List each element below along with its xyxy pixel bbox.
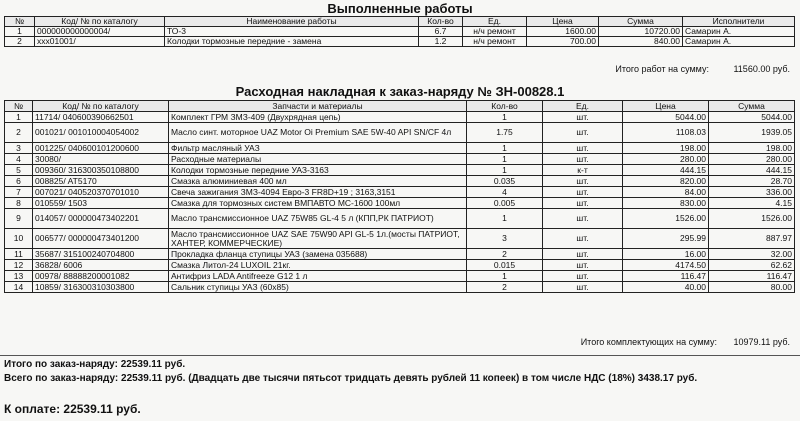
table-cell: 700.00	[527, 37, 599, 47]
table-cell: н/ч ремонт	[463, 27, 527, 37]
table-cell: шт.	[543, 271, 623, 282]
table-cell: Смазка алюминиевая 400 мл	[169, 176, 467, 187]
table-cell: 116.47	[709, 271, 795, 282]
parts-col-name: Запчасти и материалы	[169, 101, 467, 112]
table-cell: 14	[5, 282, 33, 293]
works-col-qty: Кол-во	[419, 17, 463, 27]
table-cell: н/ч ремонт	[463, 37, 527, 47]
parts-col-num: №	[5, 101, 33, 112]
table-row	[5, 123, 795, 143]
parts-col-unit: Ед.	[543, 101, 623, 112]
table-cell: Смазка для тормозных систем ВМПАВТО МС-1600 100мл	[169, 198, 467, 209]
table-cell: Масло трансмиссионное UAZ SAE 75W90 API GL-5 1л.(мосты ПАТРИОТ, ХАНТЕР, КОММЕРЧЕСКИЕ)	[169, 229, 467, 249]
table-cell: 1.2	[419, 37, 463, 47]
table-cell: шт.	[543, 187, 623, 198]
parts-col-code: Код/ № по каталогу	[33, 101, 169, 112]
table-cell: 00978/ 88888200001082	[33, 271, 169, 282]
works-col-code: Код/ № по каталогу	[35, 17, 165, 27]
works-col-num: №	[5, 17, 35, 27]
amount-to-pay: К оплате: 22539.11 руб.	[4, 402, 141, 416]
works-total-value: 11560.00 руб.	[733, 64, 790, 74]
table-cell: 13	[5, 271, 33, 282]
works-total	[0, 64, 790, 74]
table-cell: 2	[5, 37, 35, 47]
table-cell: Масло синт. моторное UAZ Motor Oi Premium SAE 5W-40 API SN/CF 4л	[169, 123, 467, 143]
table-row	[5, 260, 795, 271]
table-cell: ТО-3	[165, 27, 419, 37]
table-cell: 1	[5, 112, 33, 123]
table-cell: Самарин А.	[683, 27, 795, 37]
table-cell: 198.00	[709, 143, 795, 154]
table-cell: 84.00	[623, 187, 709, 198]
works-total-label: Итого работ на сумму:	[615, 64, 709, 74]
works-col-executor: Исполнители	[683, 17, 795, 27]
parts-total-value: 10979.11 руб.	[733, 337, 790, 347]
table-cell: шт.	[543, 176, 623, 187]
table-cell: 0.035	[467, 176, 543, 187]
table-cell: 35687/ 315100240704800	[33, 249, 169, 260]
table-cell: 1	[5, 27, 35, 37]
table-cell: 6	[5, 176, 33, 187]
table-cell: 6.7	[419, 27, 463, 37]
table-cell: 4174.50	[623, 260, 709, 271]
table-cell: 010559/ 1503	[33, 198, 169, 209]
table-cell: 444.15	[623, 165, 709, 176]
table-row	[5, 154, 795, 165]
table-cell: 80.00	[709, 282, 795, 293]
table-row	[5, 112, 795, 123]
table-cell: 008825/ AT5170	[33, 176, 169, 187]
works-col-unit: Ед.	[463, 17, 527, 27]
table-cell: шт.	[543, 209, 623, 229]
table-cell: 36828/ 6006	[33, 260, 169, 271]
table-cell: 4.15	[709, 198, 795, 209]
table-cell: Фильтр масляный УАЗ	[169, 143, 467, 154]
table-cell: 001225/ 040600101200600	[33, 143, 169, 154]
table-cell: Смазка Литол-24 LUXOIL 21кг.	[169, 260, 467, 271]
table-cell: 2	[467, 282, 543, 293]
table-cell: 840.00	[599, 37, 683, 47]
table-cell: 1	[467, 271, 543, 282]
table-cell: 006577/ 000000473401200	[33, 229, 169, 249]
table-cell: 28.70	[709, 176, 795, 187]
works-header-row	[5, 17, 795, 27]
works-table	[4, 16, 795, 47]
table-cell: шт.	[543, 249, 623, 260]
table-row	[5, 209, 795, 229]
table-cell: 1	[467, 165, 543, 176]
table-cell: 007021/ 040520370701010	[33, 187, 169, 198]
table-cell: 4	[5, 154, 33, 165]
table-cell: Свеча зажигания ЗМЗ-4094 Евро-3 FR8D+19 ; 3163,3151	[169, 187, 467, 198]
table-cell: 1	[467, 154, 543, 165]
table-cell: Масло трансмиссионное UAZ 75W85 GL-4 5 л (КПП,РК ПАТРИОТ)	[169, 209, 467, 229]
table-row	[5, 37, 795, 47]
table-cell: 16.00	[623, 249, 709, 260]
table-cell: 280.00	[709, 154, 795, 165]
table-cell: 830.00	[623, 198, 709, 209]
table-cell: 11	[5, 249, 33, 260]
table-cell: 1.75	[467, 123, 543, 143]
table-cell: Комплект ГРМ ЗМЗ-409 (Двухрядная цепь)	[169, 112, 467, 123]
parts-header-row	[5, 101, 795, 112]
table-cell: 887.97	[709, 229, 795, 249]
table-cell: 009360/ 316300350108800	[33, 165, 169, 176]
table-cell: 10	[5, 229, 33, 249]
table-cell: 3	[467, 229, 543, 249]
table-cell: 32.00	[709, 249, 795, 260]
order-total-line: Итого по заказ-наряду: 22539.11 руб.	[4, 359, 186, 370]
works-col-price: Цена	[527, 17, 599, 27]
table-cell: 62.62	[709, 260, 795, 271]
table-cell: 5044.00	[623, 112, 709, 123]
table-row	[5, 249, 795, 260]
table-cell: 1939.05	[709, 123, 795, 143]
table-row	[5, 229, 795, 249]
parts-total-label: Итого комплектующих на сумму:	[580, 337, 717, 347]
table-cell: 014057/ 000000473402201	[33, 209, 169, 229]
table-cell: 9	[5, 209, 33, 229]
table-cell: шт.	[543, 123, 623, 143]
table-cell: Самарин А.	[683, 37, 795, 47]
table-cell: шт.	[543, 229, 623, 249]
table-cell: 7	[5, 187, 33, 198]
table-cell: шт.	[543, 282, 623, 293]
table-cell: 0.005	[467, 198, 543, 209]
table-cell: 280.00	[623, 154, 709, 165]
table-cell: шт.	[543, 154, 623, 165]
table-cell: xxx01001/	[35, 37, 165, 47]
parts-table	[4, 100, 795, 293]
table-cell: 444.15	[709, 165, 795, 176]
table-cell: 5044.00	[709, 112, 795, 123]
table-cell: 1	[467, 143, 543, 154]
table-cell: 11714/ 040600390662501	[33, 112, 169, 123]
table-cell: 198.00	[623, 143, 709, 154]
order-grand-total-line: Всего по заказ-наряду: 22539.11 руб. (Двадцать две тысячи пятьсот тридцать девять рублей 11 копеек) в том числе НДС (18%) 3438.17 руб.	[4, 373, 698, 384]
table-cell: 820.00	[623, 176, 709, 187]
table-cell: Колодки тормозные передние УАЗ-3163	[169, 165, 467, 176]
table-cell: 1	[467, 112, 543, 123]
table-cell: 8	[5, 198, 33, 209]
divider	[0, 355, 800, 356]
table-row	[5, 187, 795, 198]
table-cell: 1600.00	[527, 27, 599, 37]
table-row	[5, 282, 795, 293]
table-cell: 001021/ 001010004054002	[33, 123, 169, 143]
parts-col-price: Цена	[623, 101, 709, 112]
table-cell: шт.	[543, 260, 623, 271]
table-cell: 5	[5, 165, 33, 176]
table-cell: 2	[467, 249, 543, 260]
parts-col-qty: Кол-во	[467, 101, 543, 112]
parts-title: Расходная накладная к заказ-наряду № ЗН-00828.1	[235, 84, 565, 99]
table-cell: шт.	[543, 198, 623, 209]
table-row	[5, 27, 795, 37]
parts-total	[0, 337, 790, 347]
parts-col-sum: Сумма	[709, 101, 795, 112]
table-cell: к-т	[543, 165, 623, 176]
table-cell: Сальник ступицы УАЗ (60х85)	[169, 282, 467, 293]
table-cell: 336.00	[709, 187, 795, 198]
table-cell: Колодки тормозные передние - замена	[165, 37, 419, 47]
table-cell: 1526.00	[709, 209, 795, 229]
table-cell: 0.015	[467, 260, 543, 271]
table-row	[5, 176, 795, 187]
works-title: Выполненные работы	[327, 1, 473, 16]
table-cell: Антифриз LADA Antifreeze G12 1 л	[169, 271, 467, 282]
table-row	[5, 143, 795, 154]
works-col-sum: Сумма	[599, 17, 683, 27]
table-cell: 1526.00	[623, 209, 709, 229]
table-cell: Прокладка фланца ступицы УАЗ (замена 035688)	[169, 249, 467, 260]
table-cell: 10720.00	[599, 27, 683, 37]
table-cell: 116.47	[623, 271, 709, 282]
table-cell: 000000000000004/	[35, 27, 165, 37]
table-cell: 30080/	[33, 154, 169, 165]
table-cell: 4	[467, 187, 543, 198]
table-cell: 2	[5, 123, 33, 143]
table-row	[5, 271, 795, 282]
table-cell: 1	[467, 209, 543, 229]
table-row	[5, 165, 795, 176]
table-cell: 1108.03	[623, 123, 709, 143]
table-cell: 12	[5, 260, 33, 271]
table-cell: 40.00	[623, 282, 709, 293]
table-row	[5, 198, 795, 209]
table-cell: Расходные материалы	[169, 154, 467, 165]
works-col-name: Наименование работы	[165, 17, 419, 27]
table-cell: 10859/ 316300310303800	[33, 282, 169, 293]
table-cell: шт.	[543, 143, 623, 154]
table-cell: шт.	[543, 112, 623, 123]
table-cell: 295.99	[623, 229, 709, 249]
table-cell: 3	[5, 143, 33, 154]
